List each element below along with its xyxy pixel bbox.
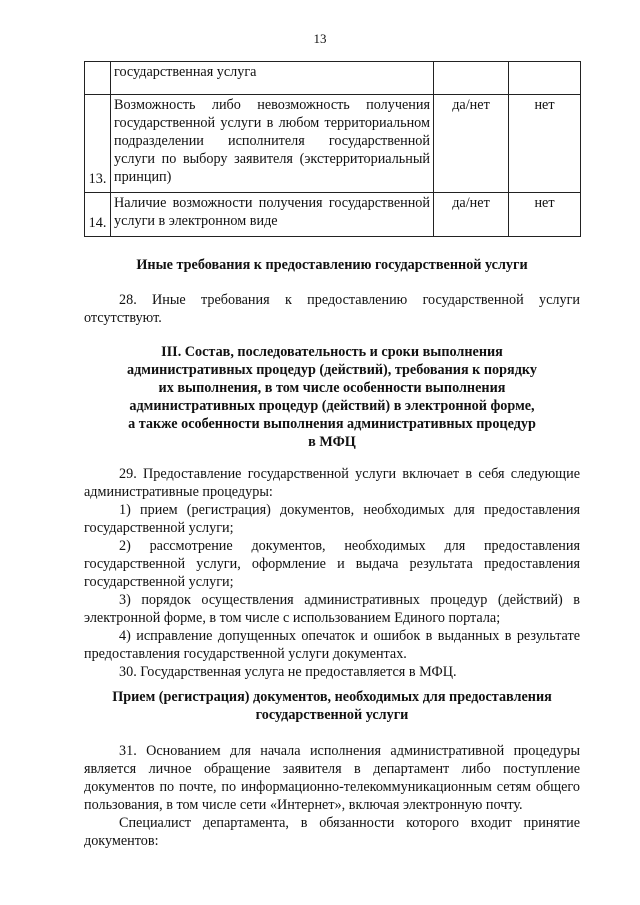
row-result: нет — [509, 95, 581, 193]
table-row — [85, 95, 581, 193]
heading-line: Прием (регистрация) документов, необходимых для предоставления — [112, 689, 552, 705]
reception-heading — [84, 688, 580, 724]
paragraph-specialist: Специалист департамента, в обязанности которого входит принятие документов: — [84, 815, 580, 849]
row-result: нет — [509, 193, 581, 237]
table-row — [85, 193, 581, 237]
row-number: 13. — [85, 95, 111, 193]
page-number: 13 — [313, 31, 327, 46]
row-value: да/нет — [434, 95, 509, 193]
heading-line: административных процедур (действий) в электронной форме, — [129, 398, 535, 414]
heading-line: административных процедур (действий), требования к порядку — [127, 362, 537, 378]
row-name: государственная услуга — [111, 62, 434, 95]
heading-line: а также особенности выполнения административных процедур — [128, 416, 536, 432]
row-value — [434, 62, 509, 95]
row-name: Наличие возможности получения государственной услуги в электронном виде — [111, 193, 434, 237]
row-name: Возможность либо невозможность получения государственной услуги в любом территориальном подразделении исполнителя государственной услуги по выбору заявителя (экстерриториальный принцип) — [111, 95, 434, 193]
paragraph-30: 30. Государственная услуга не предоставляется в МФЦ. — [119, 664, 457, 680]
row-number: 14. — [85, 193, 111, 237]
other-requirements-heading: Иные требования к предоставлению государственной услуги — [136, 257, 528, 273]
list-item-1: 1) прием (регистрация) документов, необходимых для предоставления государственной услуги; — [84, 502, 580, 536]
list-item-3: 3) порядок осуществления административных процедур (действий) в электронной форме, в том числе с использованием Единого портала; — [84, 592, 580, 626]
paragraph-28: 28. Иные требования к предоставлению государственной услуги отсутствуют. — [84, 292, 580, 326]
section-iii-heading — [84, 343, 580, 451]
heading-line: их выполнения, в том числе особенности выполнения — [158, 380, 506, 396]
list-item-2: 2) рассмотрение документов, необходимых для предоставления государственной услуги, оформление и выдача результата предоставления государственной услуги; — [84, 538, 580, 590]
requirements-table — [84, 61, 581, 237]
row-value: да/нет — [434, 193, 509, 237]
list-item-4: 4) исправление допущенных опечаток и ошибок в выданных в результате предоставления государственной услуги документах. — [84, 628, 580, 662]
section-iii-body — [84, 465, 580, 681]
heading-line: в МФЦ — [308, 434, 356, 450]
paragraph-29: 29. Предоставление государственной услуги включает в себя следующие административные процедуры: — [84, 466, 580, 500]
reception-body — [84, 742, 580, 850]
paragraph-31: 31. Основанием для начала исполнения административной процедуры является личное обращение заявителя в департамент либо поступление документов по почте, по информационно-телекоммуникационным сетям общего пользования, в том числе сети «Интернет», включая электронную почту. — [84, 743, 580, 813]
heading-line: государственной услуги — [255, 707, 409, 723]
row-result — [509, 62, 581, 95]
row-number — [85, 62, 111, 95]
heading-line: III. Состав, последовательность и сроки выполнения — [161, 344, 503, 360]
table-row — [85, 62, 581, 95]
